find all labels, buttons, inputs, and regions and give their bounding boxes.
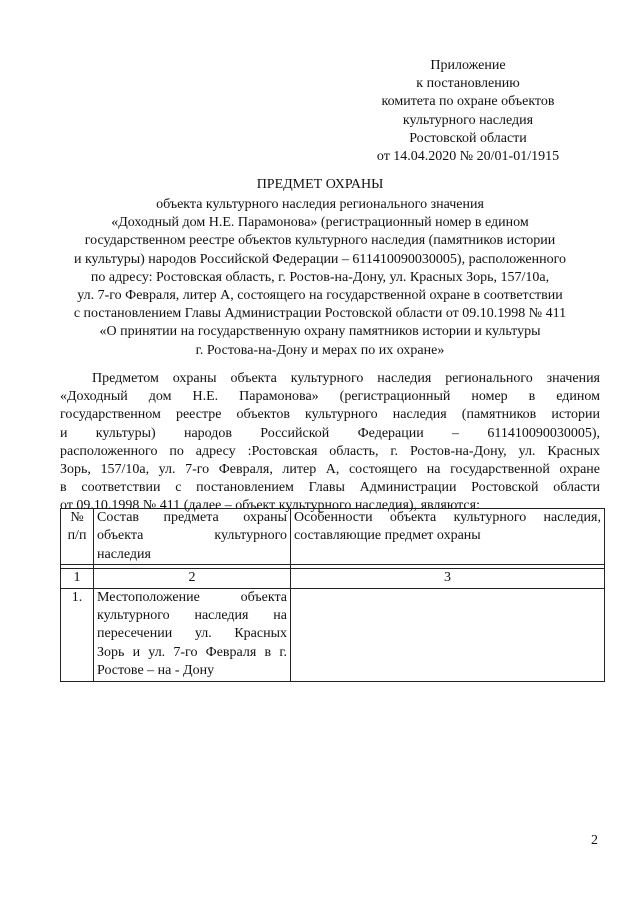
header-cell-composition: Состав предмета охраны объекта культурного наследия (94, 509, 291, 565)
subtitle-line: «Доходный дом Н.Е. Парамонова» (регистрационный номер в едином (111, 215, 529, 231)
subtitle-line: объекта культурного наследия регионального значения (156, 197, 484, 212)
subtitle-line: и культуры) народов Российской Федерации – 611410090030005), расположенного (73, 251, 567, 267)
appendix-line: культурного наследия (402, 112, 534, 128)
column-number: 2 (94, 569, 291, 588)
row-item: Местоположение объекта культурного наследия на пересечении ул. Красных Зорь и ул. 7-го Февраля в г. Ростове – на - Дону (94, 588, 291, 681)
protection-subject-table (60, 508, 605, 682)
subtitle-line: по адресу: Ростовская область, г. Ростов-на-Дону, ул. Красных Зорь, 157/10а, (90, 269, 550, 285)
row-features (291, 588, 605, 681)
column-number: 1 (61, 569, 94, 588)
paragraph-line: государственном реестре объектов культурного наследия (памятников истории (60, 407, 600, 423)
table-header-row (61, 509, 605, 565)
header-cell-features: Особенности объекта культурного наследия, составляющие предмет охраны (291, 509, 605, 565)
page-number: 2 (591, 833, 598, 848)
appendix-line: к постановлению (416, 76, 520, 92)
document-title: ПРЕДМЕТ ОХРАНЫ (256, 177, 384, 192)
subtitle-line: ул. 7-го Февраля, литер А, состоящего на государственной охране в соответствии (77, 288, 563, 304)
paragraph-line: «Доходный дом Н.Е. Парамонова» (регистрационный номер в едином (60, 389, 600, 405)
paragraph-line: в соответствии с постановлением Главы Администрации Ростовской области (60, 480, 600, 496)
appendix-line: Ростовской области (409, 130, 527, 146)
row-number: 1. (61, 588, 94, 681)
table-column-numbers-row (61, 569, 605, 588)
subtitle-line: г. Ростова-на-Дону и мерах по их охране» (195, 342, 445, 358)
paragraph-line: Предметом охраны объекта культурного наследия регионального значения (92, 371, 600, 386)
appendix-line: комитета по охране объектов (381, 94, 555, 110)
paragraph-line: расположенного по адресу :Ростовская область, г. Ростов-на-Дону, ул. Красных (60, 443, 600, 459)
header-cell-number: № п/п (61, 509, 94, 565)
document-subtitle (40, 196, 600, 360)
appendix-header (338, 57, 598, 166)
column-number: 3 (291, 569, 605, 588)
body-paragraph (60, 370, 600, 516)
appendix-line: от 14.04.2020 № 20/01-01/1915 (376, 149, 560, 165)
appendix-line: Приложение (430, 58, 506, 73)
paragraph-line: и культуры) народов Российской Федерации – 611410090030005), (60, 425, 600, 441)
subtitle-line: с постановлением Главы Администрации Ростовской области от 09.10.1998 № 411 (73, 306, 567, 322)
subtitle-line: «О принятии на государственную охрану памятников истории и культуры (99, 324, 541, 340)
paragraph-line: от 09.10.1998 № 411 (далее – объект культурного наследия), являются: (60, 498, 480, 514)
table-row (61, 588, 605, 681)
subtitle-line: государственном реестре объектов культурного наследия (памятников истории (84, 233, 556, 249)
paragraph-line: Зорь, 157/10а, ул. 7-го Февраля, литер А, состоящего на государственной охране (60, 462, 600, 478)
